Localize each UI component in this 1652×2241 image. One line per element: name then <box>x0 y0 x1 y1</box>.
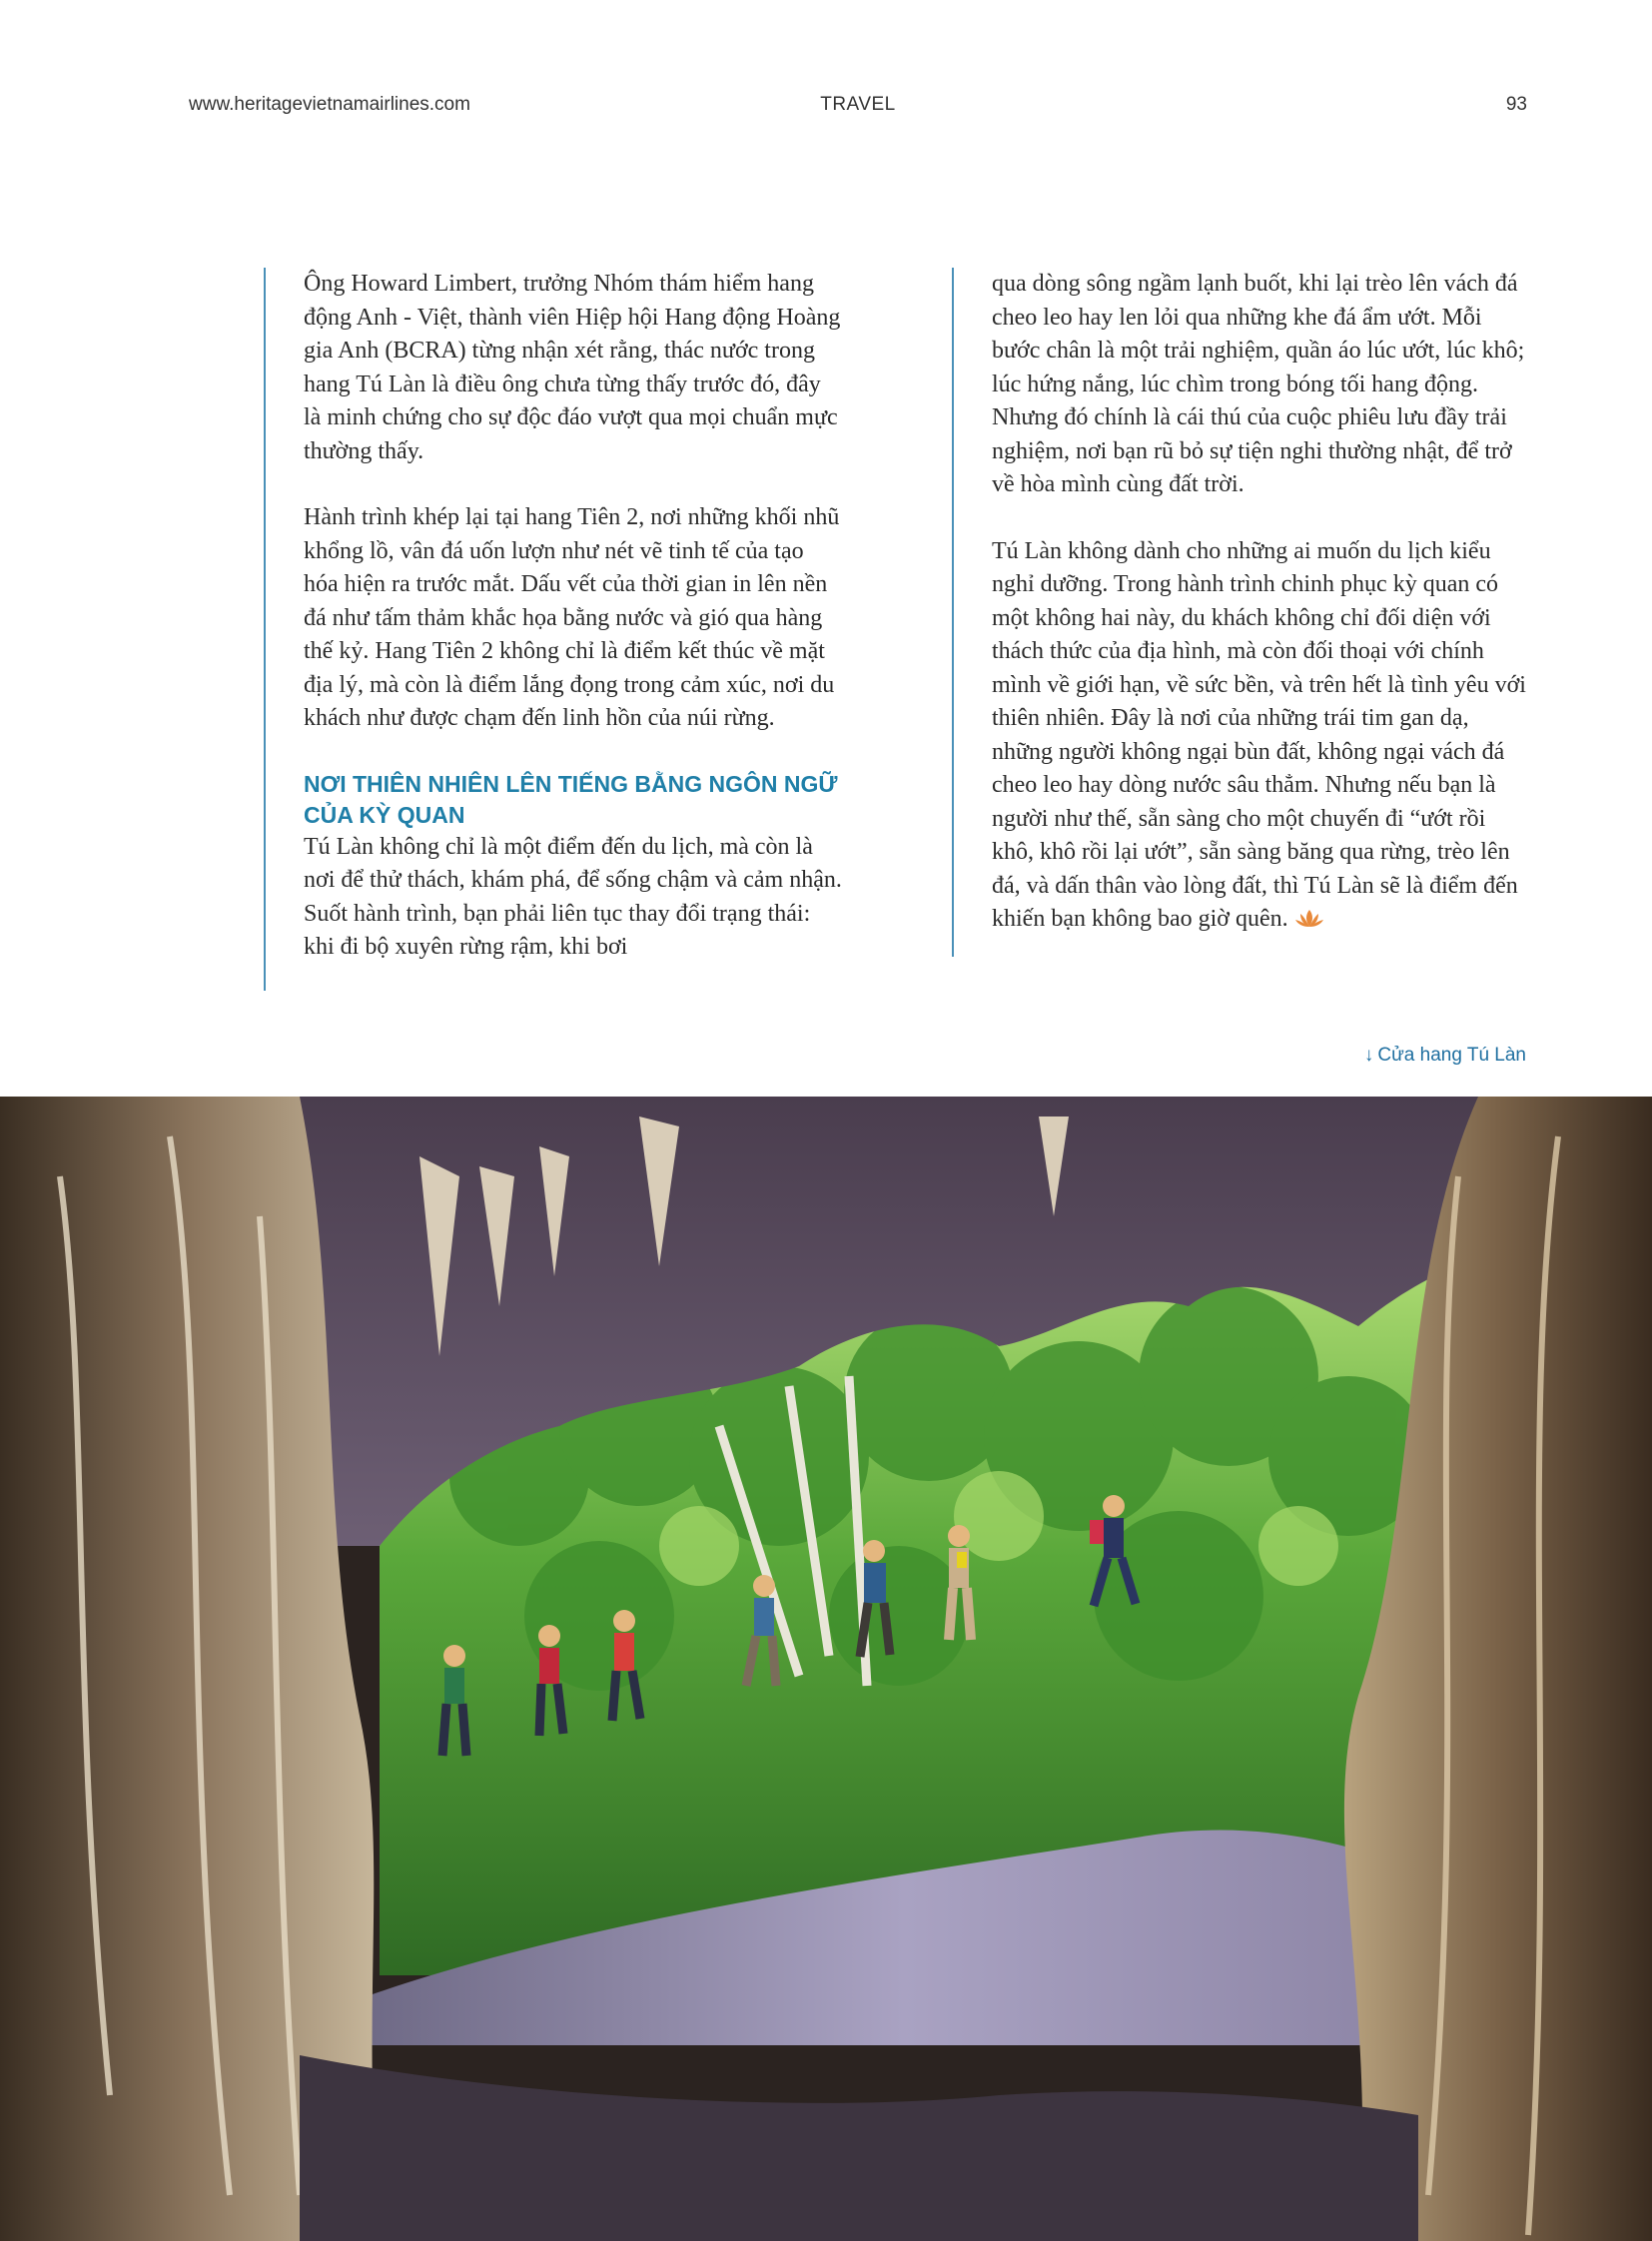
cave-entrance-photo <box>0 1097 1652 2241</box>
final-paragraph <box>992 535 1531 940</box>
paragraph: Hành trình khép lại tại hang Tiên 2, nơi những khối nhũ khổng lồ, vân đá uốn lượn như nét vẽ tinh tế của tạo hóa hiện ra trước mắt. Dấu vết của thời gian in lên nền đá như tấm thảm khắc họa bằng nước và gió qua hàng thế kỷ. Hang Tiên 2 không chỉ là điểm kết thúc về mặt địa lý, mà còn là điểm lắng đọng trong cảm xúc, nơi du khách như được chạm đến linh hồn của núi rừng. <box>304 504 840 731</box>
page-header <box>189 94 1527 124</box>
paragraph: Ông Howard Limbert, trưởng Nhóm thám hiểm hang động Anh - Việt, thành viên Hiệp hội Hang động Hoàng gia Anh (BCRA) từng nhận xét rằng, thác nước trong hang Tú Làn là điều ông chưa từng thấy trước đó, đây là minh chứng cho sự độc đáo vượt qua mọi chuẩn mực thường thấy. <box>304 271 841 464</box>
section-label: TRAVEL <box>820 94 896 115</box>
paragraph-text: Tú Làn không dành cho những ai muốn du lịch kiểu nghỉ dưỡng. Trong hành trình chinh phục kỳ quan có một không hai này, du khách không chỉ đối diện với thách thức của địa hình, mà còn đối thoại với chính mình về giới hạn, về sức bền, và trên hết là tình yêu với thiên nhiên. Đây là nơi của những trái tim gan dạ, những người không ngại bùn đất, không ngại vách đá cheo leo hay dòng nước sâu thẳm. Nhưng nếu bạn là người như thế, sẵn sàng cho một chuyến đi “ướt rồi khô, khô rồi lại ướt”, sẵn sàng băng qua rừng, trèo lên đá, và dấn thân vào lòng đất, thì Tú Làn sẽ là điểm đến khiến bạn không bao giờ quên. <box>992 537 1526 932</box>
left-text-column <box>264 268 843 991</box>
site-url[interactable]: www.heritagevietnamairlines.com <box>189 94 470 115</box>
lotus-end-icon <box>1294 906 1324 940</box>
page-number: 93 <box>1505 94 1527 115</box>
section-subheading: NƠI THIÊN NHIÊN LÊN TIẾNG BẰNG NGÔN NGỮ CỦA KỲ QUAN <box>304 770 838 828</box>
paragraph: Tú Làn không chỉ là một điểm đến du lịch, mà còn là nơi để thử thách, khám phá, để sống chậm và cảm nhận. Suốt hành trình, bạn phải liên tục thay đổi trạng thái: khi đi bộ xuyên rừng rậm, khi bơi <box>304 833 842 960</box>
arrow-down-icon: ↓ <box>1363 1045 1374 1066</box>
right-text-column <box>952 268 1531 957</box>
photo-caption <box>1364 1045 1526 1067</box>
caption-text: Cửa hang Tú Làn <box>1377 1045 1526 1066</box>
paragraph: qua dòng sông ngầm lạnh buốt, khi lại trèo lên vách đá cheo leo hay len lỏi qua những khe đá ẩm ướt. Mỗi bước chân là một trải nghiệm, quần áo lúc ướt, lúc khô; lúc hứng nắng, lúc chìm trong bóng tối hang động. Nhưng đó chính là cái thú của cuộc phiêu lưu đầy trải nghiệm, nơi bạn rũ bỏ sự tiện nghi thường nhật, để trở về hòa mình cùng đất trời. <box>992 271 1525 497</box>
